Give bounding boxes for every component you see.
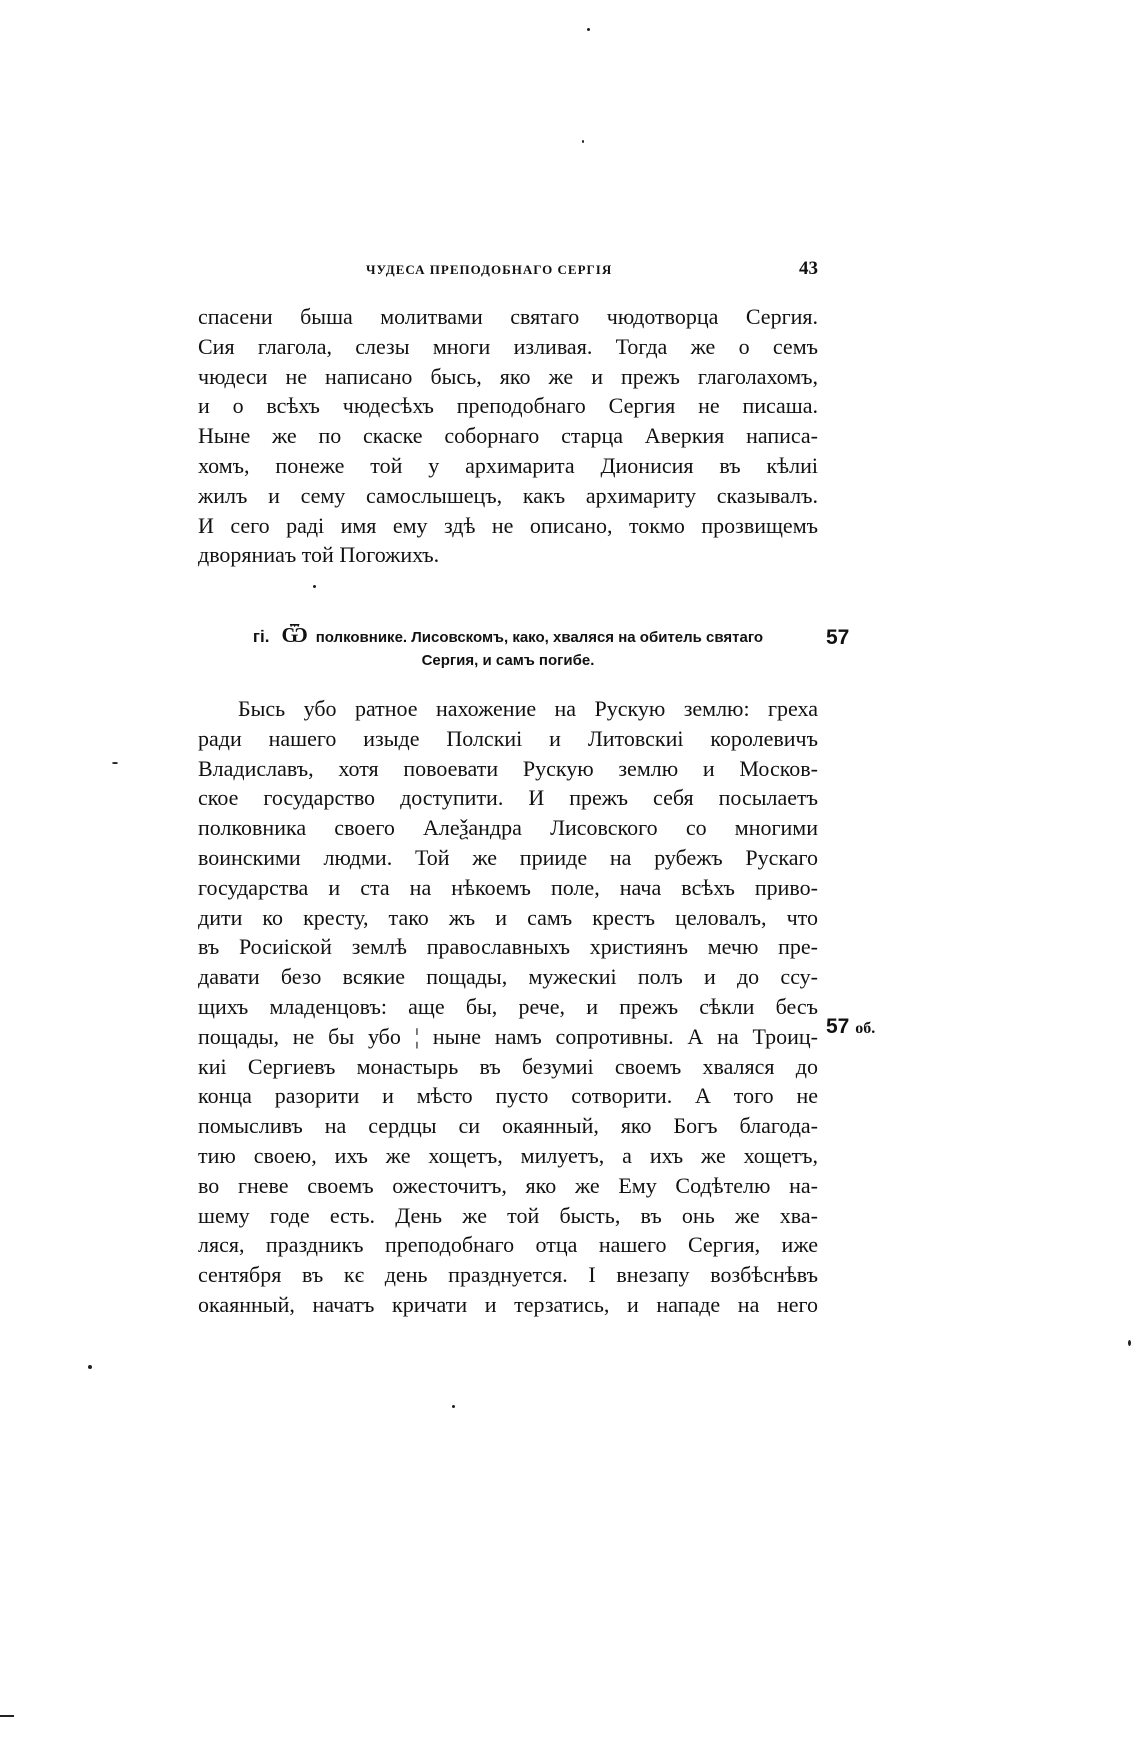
text-line: помысливъ на сердцы си окаянный, яко Богъ благода- <box>198 1113 818 1139</box>
text-line: жилъ и сему самослышецъ, какъ архимариту сказывалъ. <box>198 482 818 508</box>
text-line: ради нашего изыде Полскиі и Литовскиі королевичъ <box>198 725 818 751</box>
scan-speck <box>88 1365 92 1369</box>
page-number: 43 <box>799 258 818 279</box>
text-line: государства и ста на нѣкоемъ поле, нача всѣхъ приво- <box>198 874 818 900</box>
chapter-number: гі. <box>252 627 270 646</box>
text-line: дворяниаъ той Погожихъ. <box>198 542 440 568</box>
scan-speck <box>587 28 590 31</box>
text-line: Сия глагола, слезы многи изливая. Тогда же о семъ <box>198 333 818 359</box>
text-line: шему годе есть. День же той бысть, въ онь же хва- <box>198 1202 818 1228</box>
paragraph-1 <box>198 302 818 570</box>
margin-ref-verso-suffix: об. <box>855 1020 876 1037</box>
text-line: тию своею, ихъ же хощетъ, милуетъ, а ихъ же хощетъ, <box>198 1142 818 1168</box>
chapter-heading-line-1 <box>198 624 818 649</box>
text-line: окаянный, начатъ кричати и терзатись, и нападе на него <box>198 1291 818 1317</box>
scan-speck <box>582 140 584 143</box>
chapter-title-part-2: Сергия, и самъ погибе. <box>421 652 595 669</box>
text-line: пощады, не бы убо ¦ ныне намъ сопротивны. А на Троиц- <box>198 1023 818 1049</box>
scan-speck <box>112 762 118 764</box>
text-line: хомъ, понеже той у архимарита Дионисия въ кѣлиі <box>198 452 818 478</box>
chapter-heading <box>198 624 818 672</box>
text-line: и о всѣхъ чюдесѣхъ преподобнаго Сергия не писаша. <box>198 393 818 419</box>
text-line: ляся, праздникъ преподобнаго отца нашего Сергия, иже <box>198 1232 818 1258</box>
text-line: конца разорити и мѣсто пусто сотворити. А того не <box>198 1083 818 1109</box>
text-line: щихъ младенцовъ: аще бы, рече, и прежъ сѣкли бесъ <box>198 993 818 1019</box>
text-line: ское государство доступити. И прежъ себя посылаетъ <box>198 785 818 811</box>
text-line: Ныне же по скаске соборнаго старца Аверкия написа- <box>198 423 818 449</box>
chapter-initial: Ѿ <box>281 623 308 647</box>
text-line: дити ко кресту, тако жъ и самъ крестъ целовалъ, что <box>198 904 818 930</box>
text-line: полковника своего Алеѯандра Лисовского со многими <box>198 815 818 841</box>
scan-speck <box>313 585 316 588</box>
scan-speck <box>0 1715 14 1717</box>
running-title: ЧУДЕСА ПРЕПОДОБНАГО СЕРГІЯ <box>366 262 613 277</box>
text-line: И сего раді имя ему здѣ не описано, токмо прозвищемъ <box>198 512 818 538</box>
chapter-title-part-1: полковнике. Лисовскомъ, како, хваляся на обитель святаго <box>315 629 764 646</box>
page-header <box>198 260 818 286</box>
text-line: во гневе своемъ ожесточитъ, яко же Ему Содѣтелю на- <box>198 1172 818 1198</box>
text-line: воинскими людми. Той же прииде на рубежъ Рускаго <box>198 844 818 870</box>
text-line: спасени быша молитвами святаго чюдотворца Сергия. <box>198 304 818 329</box>
text-line: сентября въ кє день празднуется. І внезапу возбѣснѣвъ <box>198 1262 818 1288</box>
text-line: Владиславъ, хотя повоевати Рускую землю и Москов- <box>198 755 818 781</box>
scan-speck <box>1128 1340 1131 1346</box>
text-line: киі Сергиевъ монастырь въ безумиі своемъ хваляся до <box>198 1053 818 1079</box>
scan-speck <box>452 1405 455 1408</box>
text-line: чюдеси не написано бысь, яко же и прежъ глаголахомъ, <box>198 363 818 389</box>
text-line: давати безо всякие пощады, мужескиі полъ и до ссу- <box>198 964 818 990</box>
margin-ref-verso-number: 57 <box>826 1015 850 1038</box>
margin-ref-heading: 57 <box>826 626 850 649</box>
paragraph-2 <box>198 694 818 1320</box>
text-line: въ Росиіской землѣ православныхъ християнъ мечю пре- <box>198 934 818 960</box>
text-line: Бысь убо ратное нахожение на Рускую землю: греха <box>238 696 818 721</box>
margin-ref-verso <box>826 1015 875 1039</box>
